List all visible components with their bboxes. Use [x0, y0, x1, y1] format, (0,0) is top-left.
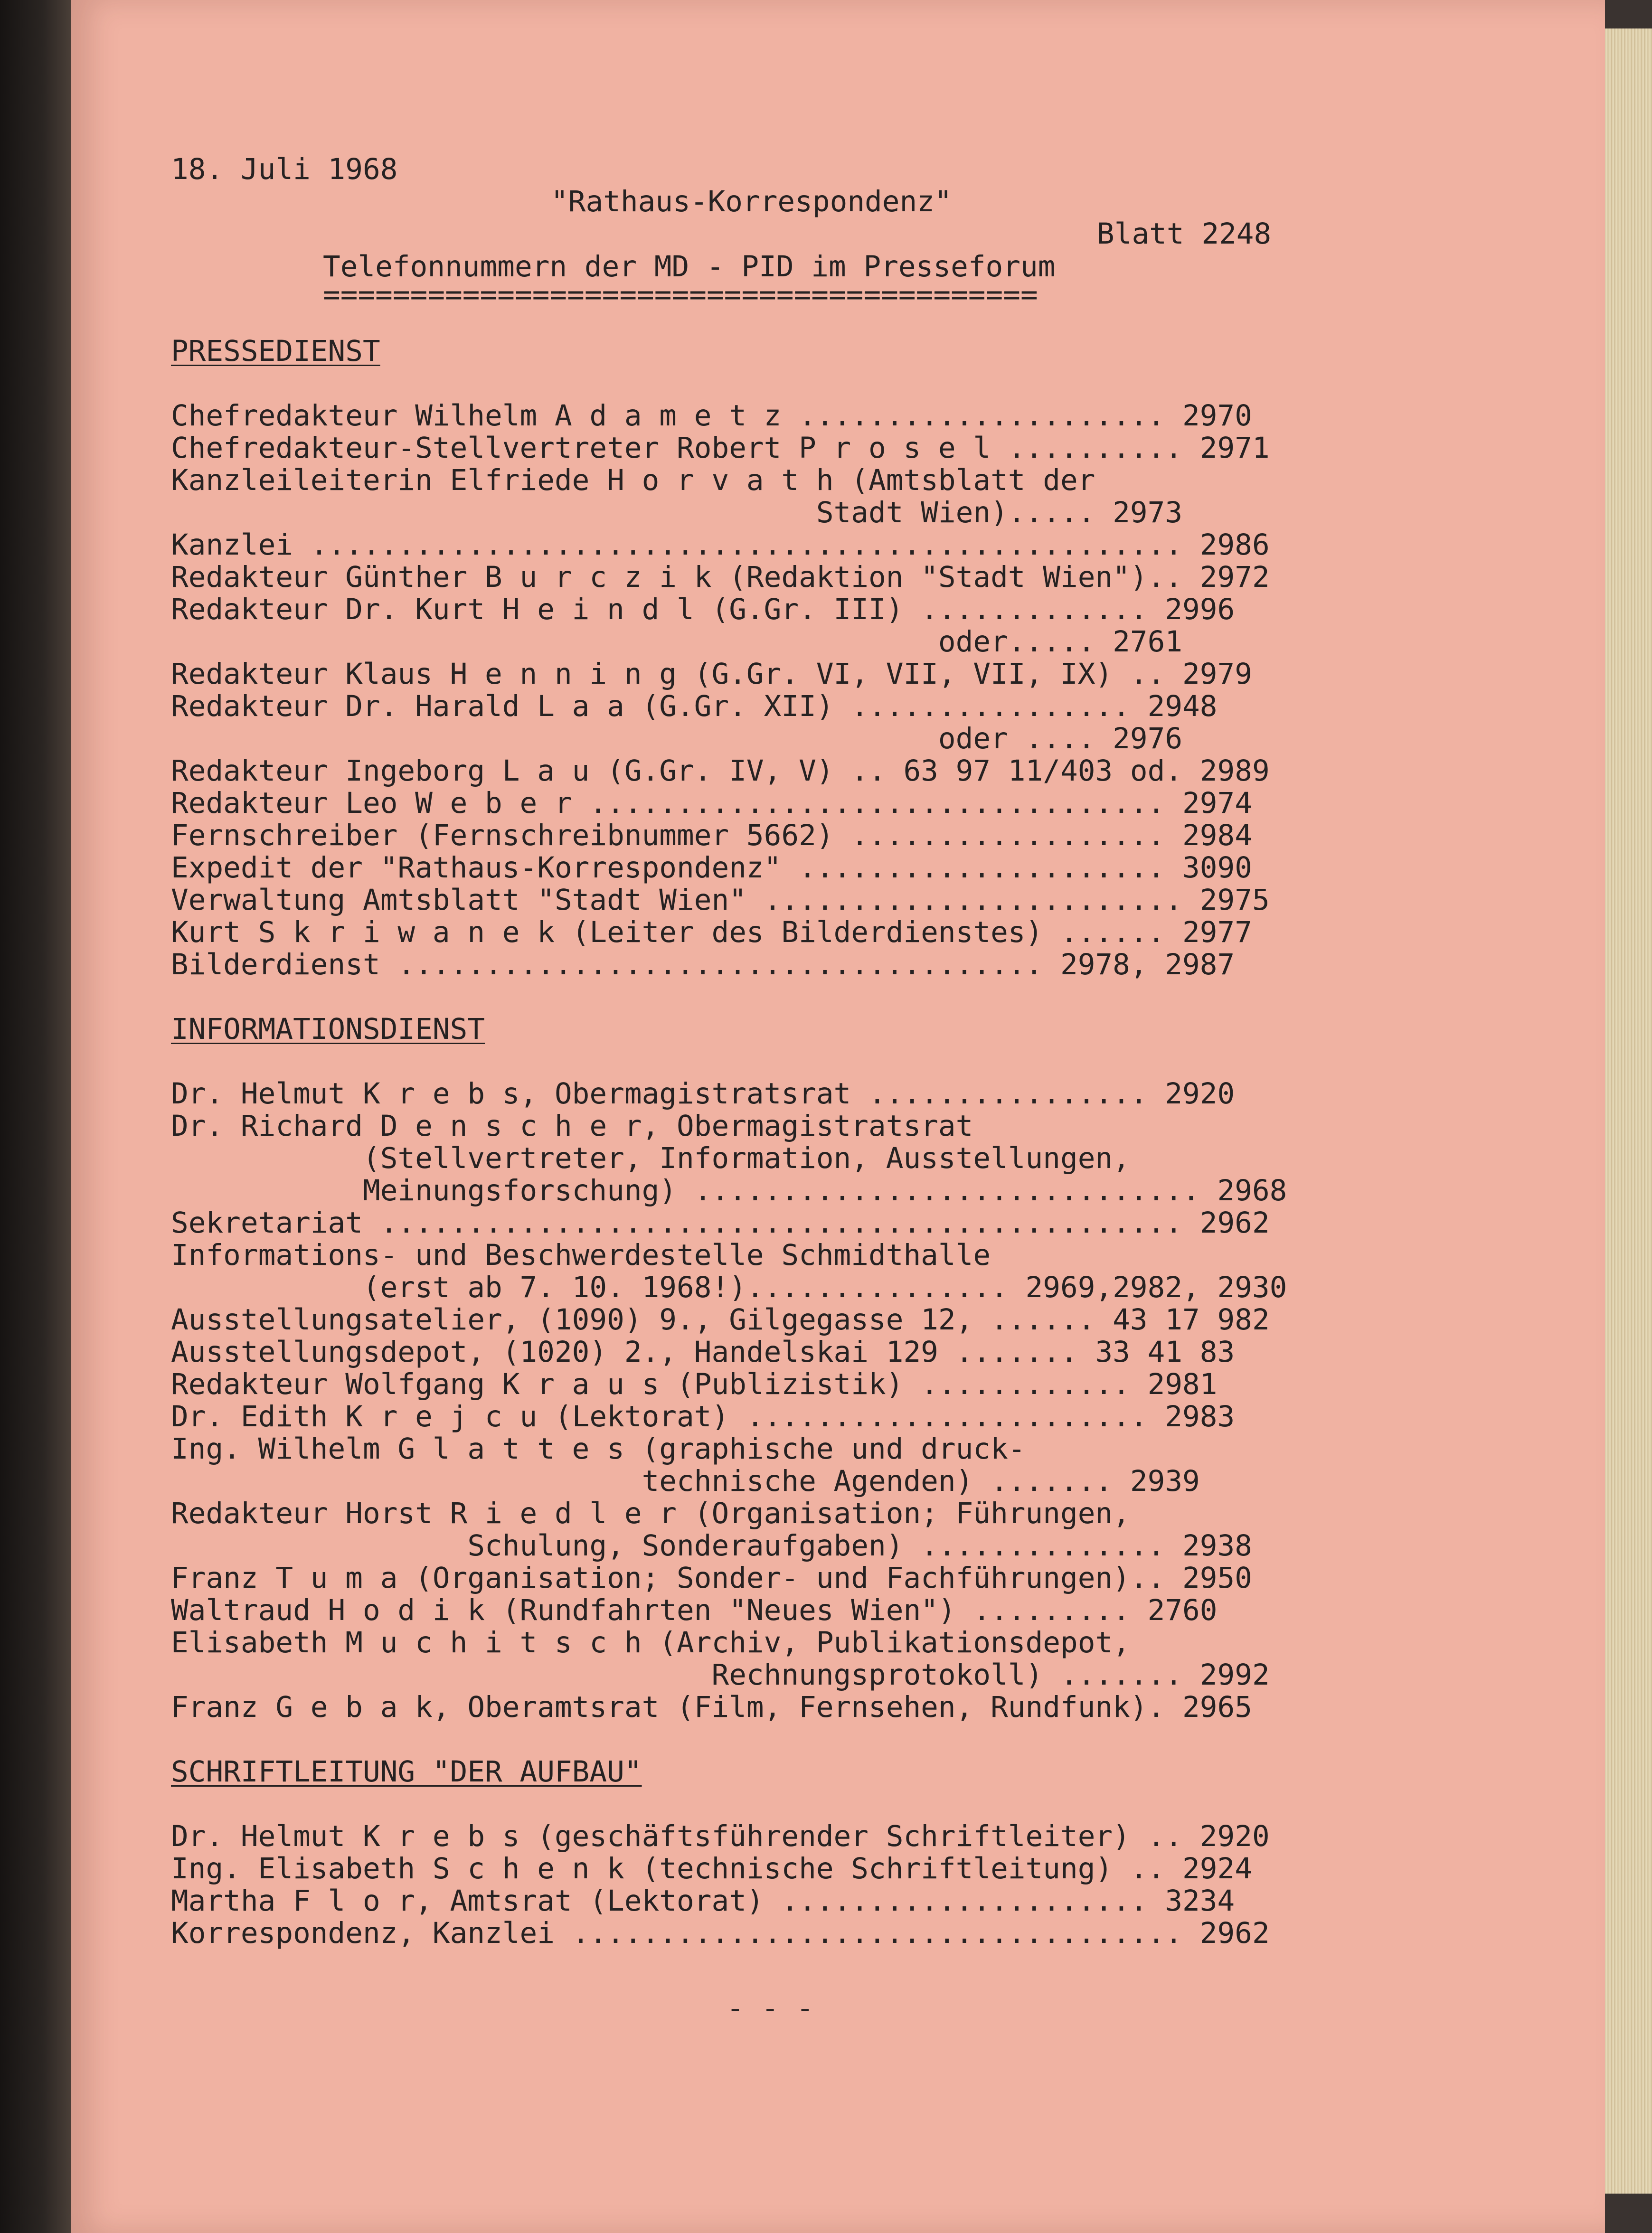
- entry-line: Redakteur Ingeborg L a u (G.Gr. IV, V) .. 63 97 11/403 od. 2989: [171, 754, 1270, 788]
- entry-line: Kanzleileiterin Elfriede H o r v a t h (Amtsblatt der: [171, 463, 1095, 497]
- section-heading-informationsdienst: INFORMATIONSDIENST: [171, 1012, 485, 1046]
- entry-line: Ausstellungsatelier, (1090) 9., Gilgegasse 12, ...... 43 17 982: [171, 1303, 1270, 1337]
- entry-line: Chefredakteur-Stellvertreter Robert P r o s e l .......... 2971: [171, 431, 1270, 465]
- section-aufbau: [100, 1820, 1429, 1950]
- entry-line: Bilderdienst ..................................... 2978, 2987: [171, 948, 1235, 981]
- entry-line: (Stellvertreter, Information, Ausstellungen,: [171, 1141, 1130, 1175]
- entry-line: Dr. Edith K r e j c u (Lektorat) ....................... 2983: [171, 1400, 1235, 1433]
- header-date: 18. Juli 1968: [171, 152, 398, 186]
- entry-line: Informations- und Beschwerdestelle Schmidthalle: [171, 1238, 991, 1272]
- entry-line: Redakteur Klaus H e n n i n g (G.Gr. VI, VII, VII, IX) .. 2979: [171, 657, 1252, 691]
- entry-line: Ing. Elisabeth S c h e n k (technische Schriftleitung) .. 2924: [171, 1852, 1252, 1885]
- entry-line: Redakteur Leo W e b e r ................................. 2974: [171, 786, 1252, 820]
- entry-line: Sekretariat .............................................. 2962: [171, 1206, 1270, 1240]
- header-sheet: Blatt 2248: [1097, 217, 1272, 251]
- entry-line: oder .... 2976: [171, 722, 1183, 755]
- entry-line: Chefredakteur Wilhelm A d a m e t z ..................... 2970: [171, 399, 1252, 433]
- entry-line: Redakteur Dr. Harald L a a (G.Gr. XII) ................ 2948: [171, 689, 1218, 723]
- entry-line: Ing. Wilhelm G l a t t e s (graphische und druck-: [171, 1432, 1026, 1466]
- entry-line: technische Agenden) ....... 2939: [171, 1464, 1200, 1498]
- page-header: [100, 121, 1429, 251]
- entry-line: Dr. Helmut K r e b s (geschäftsführender Schriftleiter) .. 2920: [171, 1819, 1270, 1853]
- entry-line: Redakteur Günther B u r c z i k (Redaktion "Stadt Wien").. 2972: [171, 560, 1270, 594]
- entry-line: Verwaltung Amtsblatt "Stadt Wien" ........................ 2975: [171, 883, 1270, 917]
- section-pressedienst: [100, 400, 1429, 981]
- entry-line: Dr. Richard D e n s c h e r, Obermagistratsrat: [171, 1109, 973, 1143]
- entry-line: Franz G e b a k, Oberamtsrat (Film, Fernsehen, Rundfunk). 2965: [171, 1690, 1252, 1724]
- entry-line: (erst ab 7. 10. 1968!)............... 2969,2982, 2930: [171, 1271, 1287, 1304]
- entry-line: Redakteur Dr. Kurt H e i n d l (G.Gr. III) ............. 2996: [171, 593, 1235, 626]
- end-mark: - - -: [727, 1991, 814, 2025]
- header-publication: "Rathaus-Korrespondenz": [551, 185, 952, 218]
- entry-line: Redakteur Horst R i e d l e r (Organisation; Führungen,: [171, 1497, 1130, 1530]
- entry-line: oder..... 2761: [171, 625, 1183, 659]
- page-content: [100, 121, 1429, 2025]
- entry-line: Kanzlei .................................................. 2986: [171, 528, 1270, 562]
- entry-line: Dr. Helmut K r e b s, Obermagistratsrat ................ 2920: [171, 1077, 1235, 1111]
- section-heading-pressedienst: PRESSEDIENST: [171, 334, 380, 368]
- section-informationsdienst: [100, 1078, 1429, 1724]
- page-edges: [1605, 28, 1652, 2194]
- entry-line: Schulung, Sonderaufgaben) .............. 2938: [171, 1529, 1252, 1563]
- book-binding: [0, 0, 71, 2233]
- title-rule: =========================================: [323, 278, 1038, 311]
- entry-line: Rechnungsprotokoll) ....... 2992: [171, 1658, 1270, 1692]
- entry-line: Kurt S k r i w a n e k (Leiter des Bilderdienstes) ...... 2977: [171, 915, 1252, 949]
- entry-line: Stadt Wien)..... 2973: [171, 496, 1183, 529]
- page-title: Telefonnummern der MD - PID im Presseforum: [323, 250, 1056, 283]
- entry-line: Franz T u m a (Organisation; Sonder- und Fachführungen).. 2950: [171, 1561, 1252, 1595]
- section-heading-aufbau: SCHRIFTLEITUNG "DER AUFBAU": [171, 1755, 642, 1789]
- entry-line: Waltraud H o d i k (Rundfahrten "Neues Wien") ......... 2760: [171, 1593, 1218, 1627]
- entry-line: Martha F l o r, Amtsrat (Lektorat) ..................... 3234: [171, 1884, 1235, 1918]
- entry-line: Redakteur Wolfgang K r a u s (Publizistik) ............ 2981: [171, 1367, 1218, 1401]
- entry-line: Elisabeth M u c h i t s c h (Archiv, Publikationsdepot,: [171, 1626, 1130, 1659]
- entry-line: Expedit der "Rathaus-Korrespondenz" ..................... 3090: [171, 851, 1252, 885]
- entry-line: Korrespondenz, Kanzlei ................................... 2962: [171, 1916, 1270, 1950]
- entry-line: Meinungsforschung) ............................. 2968: [171, 1174, 1287, 1207]
- entry-line: Fernschreiber (Fernschreibnummer 5662) .................. 2984: [171, 819, 1252, 852]
- entry-line: Ausstellungsdepot, (1020) 2., Handelskai 129 ....... 33 41 83: [171, 1335, 1235, 1369]
